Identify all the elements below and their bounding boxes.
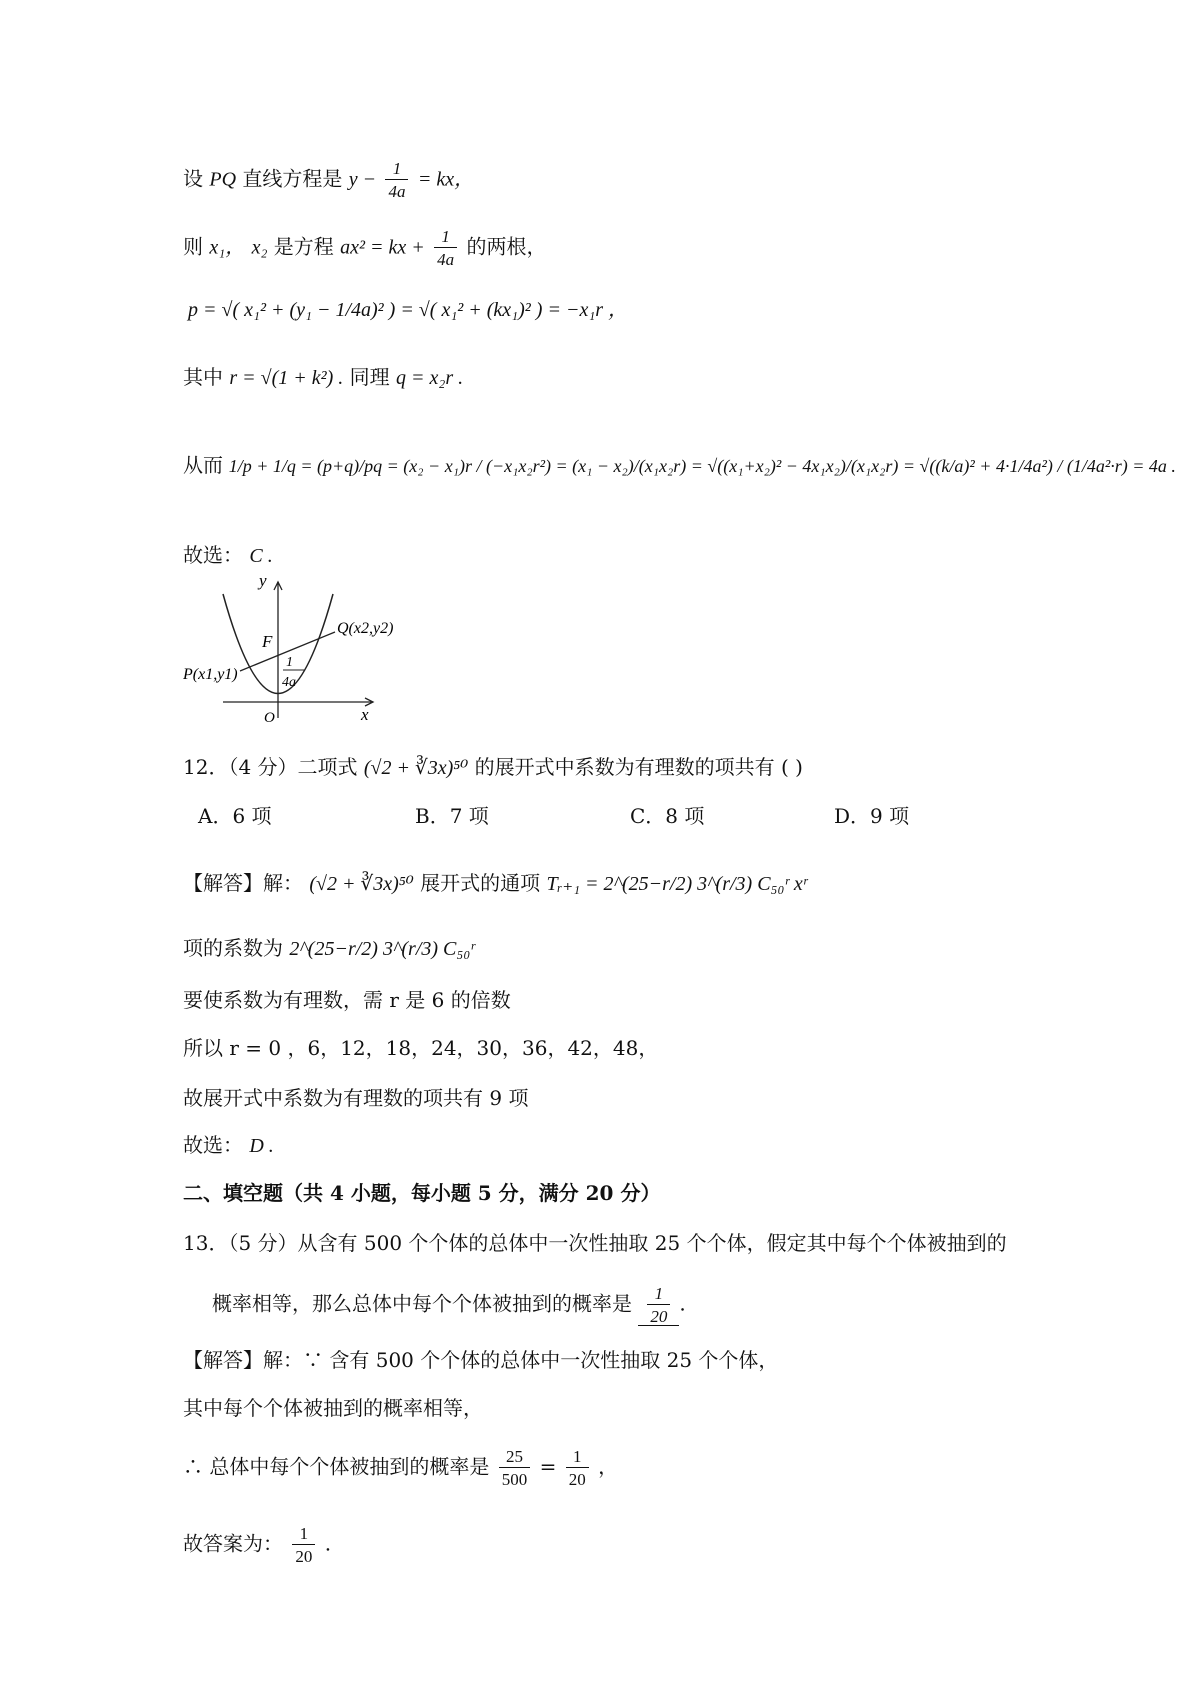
solution-12-line2 <box>183 938 475 959</box>
option-c: C．8 项 <box>630 804 705 828</box>
denominator: 20 <box>566 1467 589 1488</box>
numerator: 1 <box>572 1447 582 1466</box>
text: 的两根， <box>466 234 547 259</box>
text: 概率相等，那么总体中每个个体被抽到的概率是 <box>212 1291 632 1316</box>
focus-label: F <box>262 632 273 651</box>
math-eq: ax² = kx + <box>340 236 425 259</box>
fraction <box>566 1448 589 1488</box>
math-r: r = √(1 + k²) . <box>229 367 344 389</box>
numerator: 1 <box>441 227 450 246</box>
fraction <box>647 1285 670 1325</box>
numerator: 1 <box>299 1524 309 1543</box>
q-label: Q(x2,y2) <box>337 620 394 637</box>
line-p-expression: p = √( x₁² + (y₁ − 1/4a)² ) = √( x₁² + (kx₁)² ) = −x₁r ， <box>188 299 629 321</box>
solution-13-line1: 【解答】解：∵ 含有 500 个个体的总体中一次性抽取 25 个个体， <box>183 1348 779 1372</box>
denominator: 500 <box>499 1467 531 1488</box>
numerator: 25 <box>505 1447 523 1466</box>
solution-13-line3: ∴ 总体中每个个体被抽到的概率是 $\frac{25}{500}$ = $\frac{1}{20}$ ， <box>183 1447 619 1489</box>
math-q: q = x₂r . <box>396 367 464 389</box>
math-derivation: 1/p + 1/q = (p+q)/pq = (x₂ − x₁)r / (−x₁x₂r²) = (x₁ − x₂)/(x₁x₂r) = √((x₁+x₂)² − 4x₁x₂)/(x₁x₂r) = √((k/a)² + 4·1/4a²) / (1/4a²·r) = 4a . <box>228 456 1176 476</box>
answer: C . <box>249 545 273 567</box>
line-roots <box>183 228 546 268</box>
line-choice-c <box>183 545 273 566</box>
text: 是方程 <box>273 234 334 259</box>
text: 故选： <box>183 543 243 567</box>
p-label: P(x1,y1) <box>183 666 238 683</box>
section-heading: 二、填空题（共 4 小题，每小题 5 分，满分 20 分） <box>183 1181 661 1205</box>
text: 项的系数为 <box>183 936 283 960</box>
numerator: 1 <box>654 1284 664 1303</box>
text: 故答案为： <box>183 1531 283 1556</box>
math-x1: x₁， <box>209 236 246 259</box>
text: 从而 <box>183 453 223 477</box>
solution-12-line3: 要使系数为有理数，需 r 是 6 的倍数 <box>183 988 511 1012</box>
text: 【解答】解： <box>183 871 303 895</box>
text: 其中 <box>183 365 223 389</box>
fraction <box>434 228 457 268</box>
question-number: 12．（4 分）二项式 <box>183 755 358 779</box>
denominator: 20 <box>292 1544 315 1565</box>
distance-numerator: 1 <box>286 655 293 670</box>
math-x2: x₂ <box>251 236 268 259</box>
text: 故选： <box>183 1133 243 1157</box>
origin-label: O <box>264 710 275 726</box>
denominator: 20 <box>647 1304 670 1325</box>
solution-12-line4: 所以 r = 0 ，6，12，18，24，30，36，42，48， <box>183 1036 659 1060</box>
answer-blank <box>638 1285 679 1326</box>
distance-denominator: 4a <box>282 675 296 690</box>
text: 展开式的通项 <box>420 871 541 895</box>
text: 设 <box>183 166 203 191</box>
question-13-line1: 13．（5 分）从含有 500 个个体的总体中一次性抽取 25 个个体，假定其中每个个体被抽到的 <box>183 1231 1007 1255</box>
answer: D . <box>249 1135 274 1157</box>
x-label: x <box>361 705 369 724</box>
line-sum-derivation <box>183 455 1176 476</box>
parabola-figure <box>183 578 418 728</box>
text: ∴ 总体中每个个体被抽到的概率是 <box>183 1454 490 1479</box>
fraction <box>385 160 408 200</box>
math-y: y − <box>348 168 377 191</box>
option-d: D．9 项 <box>834 804 910 828</box>
solution-12-line5: 故展开式中系数为有理数的项共有 9 项 <box>183 1086 529 1110</box>
line-r-definition <box>183 367 463 388</box>
option-b: B．7 项 <box>415 804 489 828</box>
solution-12-line1 <box>183 873 807 894</box>
math-rhs: = kx， <box>417 168 475 191</box>
question-13-line2 <box>212 1285 686 1326</box>
text: 同理 <box>349 365 390 389</box>
numerator: 1 <box>392 159 402 178</box>
solution-13-line4: 故答案为： $\frac{1}{20}$ . <box>183 1524 332 1566</box>
math-coefficient: 2^(25−r/2) 3^(r/3) C₅₀ʳ <box>289 938 475 960</box>
fraction <box>292 1525 315 1565</box>
math-pq: PQ <box>209 168 237 191</box>
option-a: A．6 项 <box>198 804 272 828</box>
denominator: 4a <box>385 179 408 200</box>
math-binomial: (√2 + ∛3x)⁵⁰ <box>309 873 414 895</box>
denominator: 4a <box>434 247 457 268</box>
solution-13-line2: 其中每个个体被抽到的概率相等， <box>183 1396 483 1420</box>
math-general-term: Tᵣ₊₁ = 2^(25−r/2) 3^(r/3) C₅₀ʳ xʳ <box>546 873 808 895</box>
line-pq-equation <box>183 160 474 200</box>
text: 的展开式中系数为有理数的项共有 ( ) <box>474 755 803 779</box>
y-label: y <box>259 578 267 590</box>
text: 直线方程是 <box>242 166 343 191</box>
period: . <box>679 1291 686 1316</box>
solution-12-line6 <box>183 1135 274 1156</box>
text: 则 <box>183 234 203 259</box>
question-12 <box>183 757 803 778</box>
fraction <box>499 1448 531 1488</box>
math-binomial: (√2 + ∛3x)⁵⁰ <box>363 757 469 779</box>
